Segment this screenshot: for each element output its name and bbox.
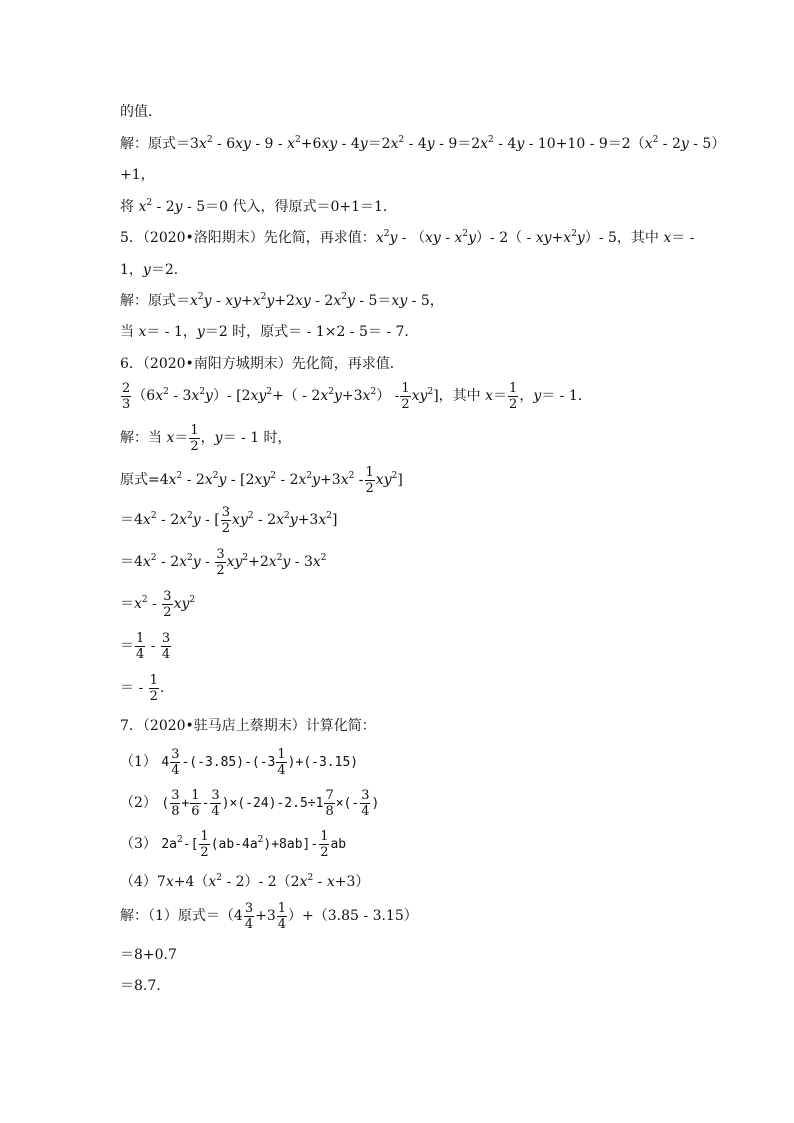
fraction: $\frac{3}{4}$: [361, 787, 370, 819]
text-line: ＝ $\frac{1}{4}$ - $\frac{3}{4}$: [120, 630, 171, 662]
fraction: $\frac{1}{2}$: [320, 828, 329, 860]
text-line: $\frac{2}{3}$ $(6x^2 - 3x^2y)-$ [$2xy^2+( - 2x^2y+3x^2)$ - $\frac{1}{2}$ $xy^2$]，其中 x＝ $\frac{1}{2}$ ，y＝ - 1．: [122, 380, 592, 412]
text-line: 原式$=4x^2 - 2x^2y - [2xy^2 - 2x^2y+3x^2$ - $\frac{1}{2}$ $xy^2$]: [120, 464, 403, 496]
text-line: ＝8.7.: [120, 978, 161, 994]
sub-problem-1: （1） 4 $\frac{3}{4}$ -(-3.85)-(-3 $\frac{1}{4}$ )+(-3.15): [120, 746, 359, 778]
fraction: $\frac{1}{2}$: [509, 380, 518, 412]
fraction: $\frac{1}{4}$: [277, 900, 287, 932]
fraction: $\frac{1}{2}$: [149, 672, 158, 704]
fraction: $\frac{2}{3}$: [122, 380, 131, 412]
fraction: $\frac{1}{2}$: [190, 422, 199, 454]
text-line: $=4x^2 - 2x^2y$ - $\frac{3}{2}$ $xy^2+2x^2y - 3x^2$: [120, 546, 327, 578]
fraction: $\frac{1}{2}$: [365, 464, 374, 496]
text-line: ＝ - $\frac{1}{2}$ .: [120, 672, 165, 704]
text-line: 当 x＝ - 1，y＝2 时，原式＝ - 1×2 - 5＝ - 7．: [120, 324, 419, 340]
text-line: 将 $x^2 - 2y - 5=0$ 代入，得原式＝0+1＝1．: [120, 198, 397, 215]
fraction: $\frac{3}{2}$: [216, 546, 225, 578]
sub-problem-2: （2） ( $\frac{3}{8}$ + $\frac{1}{6}$ - $\frac{3}{4}$ )×(-24)-2.5÷1 $\frac{7}{8}$ ×(- $\frac{3}{4}$ ): [120, 787, 380, 819]
fraction: $\frac{3}{4}$: [161, 630, 171, 662]
text-line: $=x^2$ - $\frac{3}{2}$ $xy^2$: [120, 588, 196, 620]
fraction: $\frac{7}{8}$: [325, 787, 334, 819]
sub-problem-3: （3） $2a^2-$[ $\frac{1}{2}$ $(ab-4a^2)+8ab]-$ $\frac{1}{2}$ ab: [120, 828, 347, 860]
text-line: 解：原式$=3x^2 - 6xy - 9 - x^2+6xy - 4y=2x^2 - 4y - 9=2x^2 - 4y - 10+10 - 9=2(x^2 - 2y - 5)$: [120, 135, 726, 152]
problem-5: 5．（2020•洛阳期末）先化简，再求值：$x^2y - (xy - x^2y)-$ $2( - xy+x^2y)-$ 5，其中 x＝ -: [120, 229, 695, 246]
fraction: $\frac{1}{4}$: [136, 630, 145, 662]
fraction: $\frac{1}{2}$: [200, 828, 209, 860]
text-line: 的值．: [120, 104, 162, 120]
fraction: $\frac{1}{4}$: [277, 746, 286, 778]
text-line: 解：原式$=x^2y - xy+x^2y+2xy - 2x^2y - 5=xy - 5$，: [120, 292, 444, 309]
text-line: $=4x^2 - 2x^2y$ - [ $\frac{3}{2}$ $xy^2 - 2x^2y+3x^2$]: [120, 504, 338, 536]
fraction: $\frac{3}{4}$: [171, 746, 180, 778]
fraction: $\frac{3}{4}$: [244, 900, 254, 932]
sub-problem-4: $(4)7x+4(x^2 - 2)-$ $2(2x^2 - x+3)$: [120, 873, 370, 890]
fraction: $\frac{3}{2}$: [221, 504, 231, 536]
problem-6: 6．（2020•南阳方城期末）先化简，再求值．: [120, 356, 404, 372]
fraction: $\frac{1}{2}$: [401, 380, 410, 412]
fraction: $\frac{3}{4}$: [211, 787, 220, 819]
fraction: $\frac{3}{8}$: [171, 787, 180, 819]
fraction: $\frac{3}{2}$: [163, 588, 172, 620]
text-line: ＝8+0.7: [120, 947, 177, 963]
text-line: 解：当 x＝ $\frac{1}{2}$ ，y＝ - 1 时，: [120, 422, 292, 454]
text-line: 1，y＝2．: [120, 262, 188, 278]
fraction: $\frac{1}{6}$: [191, 787, 200, 819]
text-line: +1，: [120, 167, 155, 183]
problem-7: 7．（2020•驻马店上蔡期末）计算化简：: [120, 718, 376, 734]
text-line: 解：（1）原式＝（4 $\frac{3}{4}$ +3 $\frac{1}{4}$ ）+（3.85 - 3.15）: [120, 900, 418, 932]
